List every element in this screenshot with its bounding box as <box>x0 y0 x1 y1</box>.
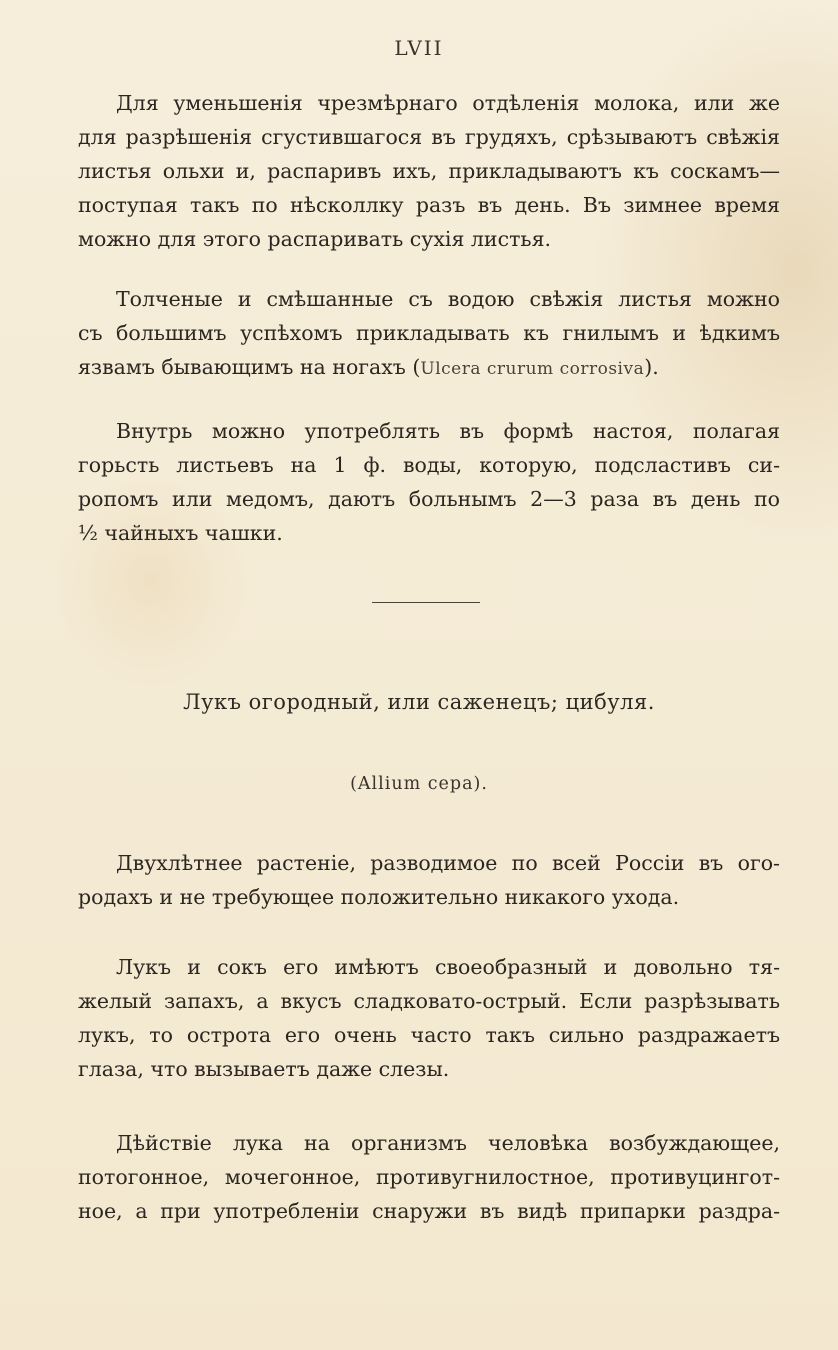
text-line: поступая такъ по нѣсколлку разъ въ день. Въ зимнее время <box>78 193 780 217</box>
text-line: ропомъ или медомъ, даютъ больнымъ 2—3 раза въ день по <box>78 487 780 511</box>
text-line: можно для этого распаривать сухія листья. <box>78 227 552 251</box>
paragraph-alder-ulcers <box>78 282 780 386</box>
text-line: Для уменьшенія чрезмѣрнаго отдѣленія молока, или же <box>116 91 780 115</box>
text-line-suffix: ). <box>644 355 659 379</box>
text-line: лукъ, то острота его очень часто такъ сильно раздражаетъ <box>78 1023 780 1047</box>
text-line: Двухлѣтнее растеніе, разводимое по всей Россіи въ ого- <box>116 851 780 875</box>
paragraph-alder-infusion <box>78 414 780 550</box>
text-line: для разрѣшенія сгустившагося въ грудяхъ, срѣзываютъ свѣжія <box>78 125 780 149</box>
paragraph-onion-action <box>78 1126 780 1228</box>
text-line: Внутрь можно употреблять въ формѣ настоя, полагая <box>116 419 780 443</box>
paragraph-alder-lactation <box>78 86 780 256</box>
text-line: Толченые и смѣшанные съ водою свѣжія листья можно <box>116 287 780 311</box>
text-line: ½ чайныхъ чашки. <box>78 521 283 545</box>
text-line: Дѣйствіе лука на организмъ человѣка возбуждающее, <box>116 1131 780 1155</box>
page-number: LVII <box>394 36 444 60</box>
text-line: желый запахъ, а вкусъ сладковато-острый. Если разрѣзывать <box>78 989 780 1013</box>
section-latin-name: (Allium cepa). <box>350 774 488 794</box>
text-line: Лукъ и сокъ его имѣютъ своеобразный и довольно тя- <box>116 955 780 979</box>
section-title: Лукъ огородный, или саженецъ; цибуля. <box>183 690 655 714</box>
latin-term: Ulcera crurum corrosiva <box>420 359 645 379</box>
paragraph-onion-smell <box>78 950 780 1086</box>
text-line: съ большимъ успѣхомъ прикладывать къ гнилымъ и ѣдкимъ <box>78 321 780 345</box>
text-line: родахъ и не требующее положительно никакого ухода. <box>78 885 680 909</box>
text-line-prefix: язвамъ бывающимъ на ногахъ ( <box>78 355 421 379</box>
text-line: глаза, что вызываетъ даже слезы. <box>78 1057 450 1081</box>
text-line: ное, а при употребленіи снаружи въ видѣ припарки раздра- <box>78 1199 780 1223</box>
paragraph-onion-description <box>78 846 780 914</box>
text-line: потогонное, мочегонное, противугнилостное, противуцингот- <box>78 1165 780 1189</box>
text-line: листья ольхи и, распаривъ ихъ, прикладываютъ къ соскамъ— <box>78 159 780 183</box>
section-divider <box>372 602 480 603</box>
text-line <box>78 350 780 386</box>
text-line: горьсть листьевъ на 1 ф. воды, которую, подсластивъ си- <box>78 453 780 477</box>
